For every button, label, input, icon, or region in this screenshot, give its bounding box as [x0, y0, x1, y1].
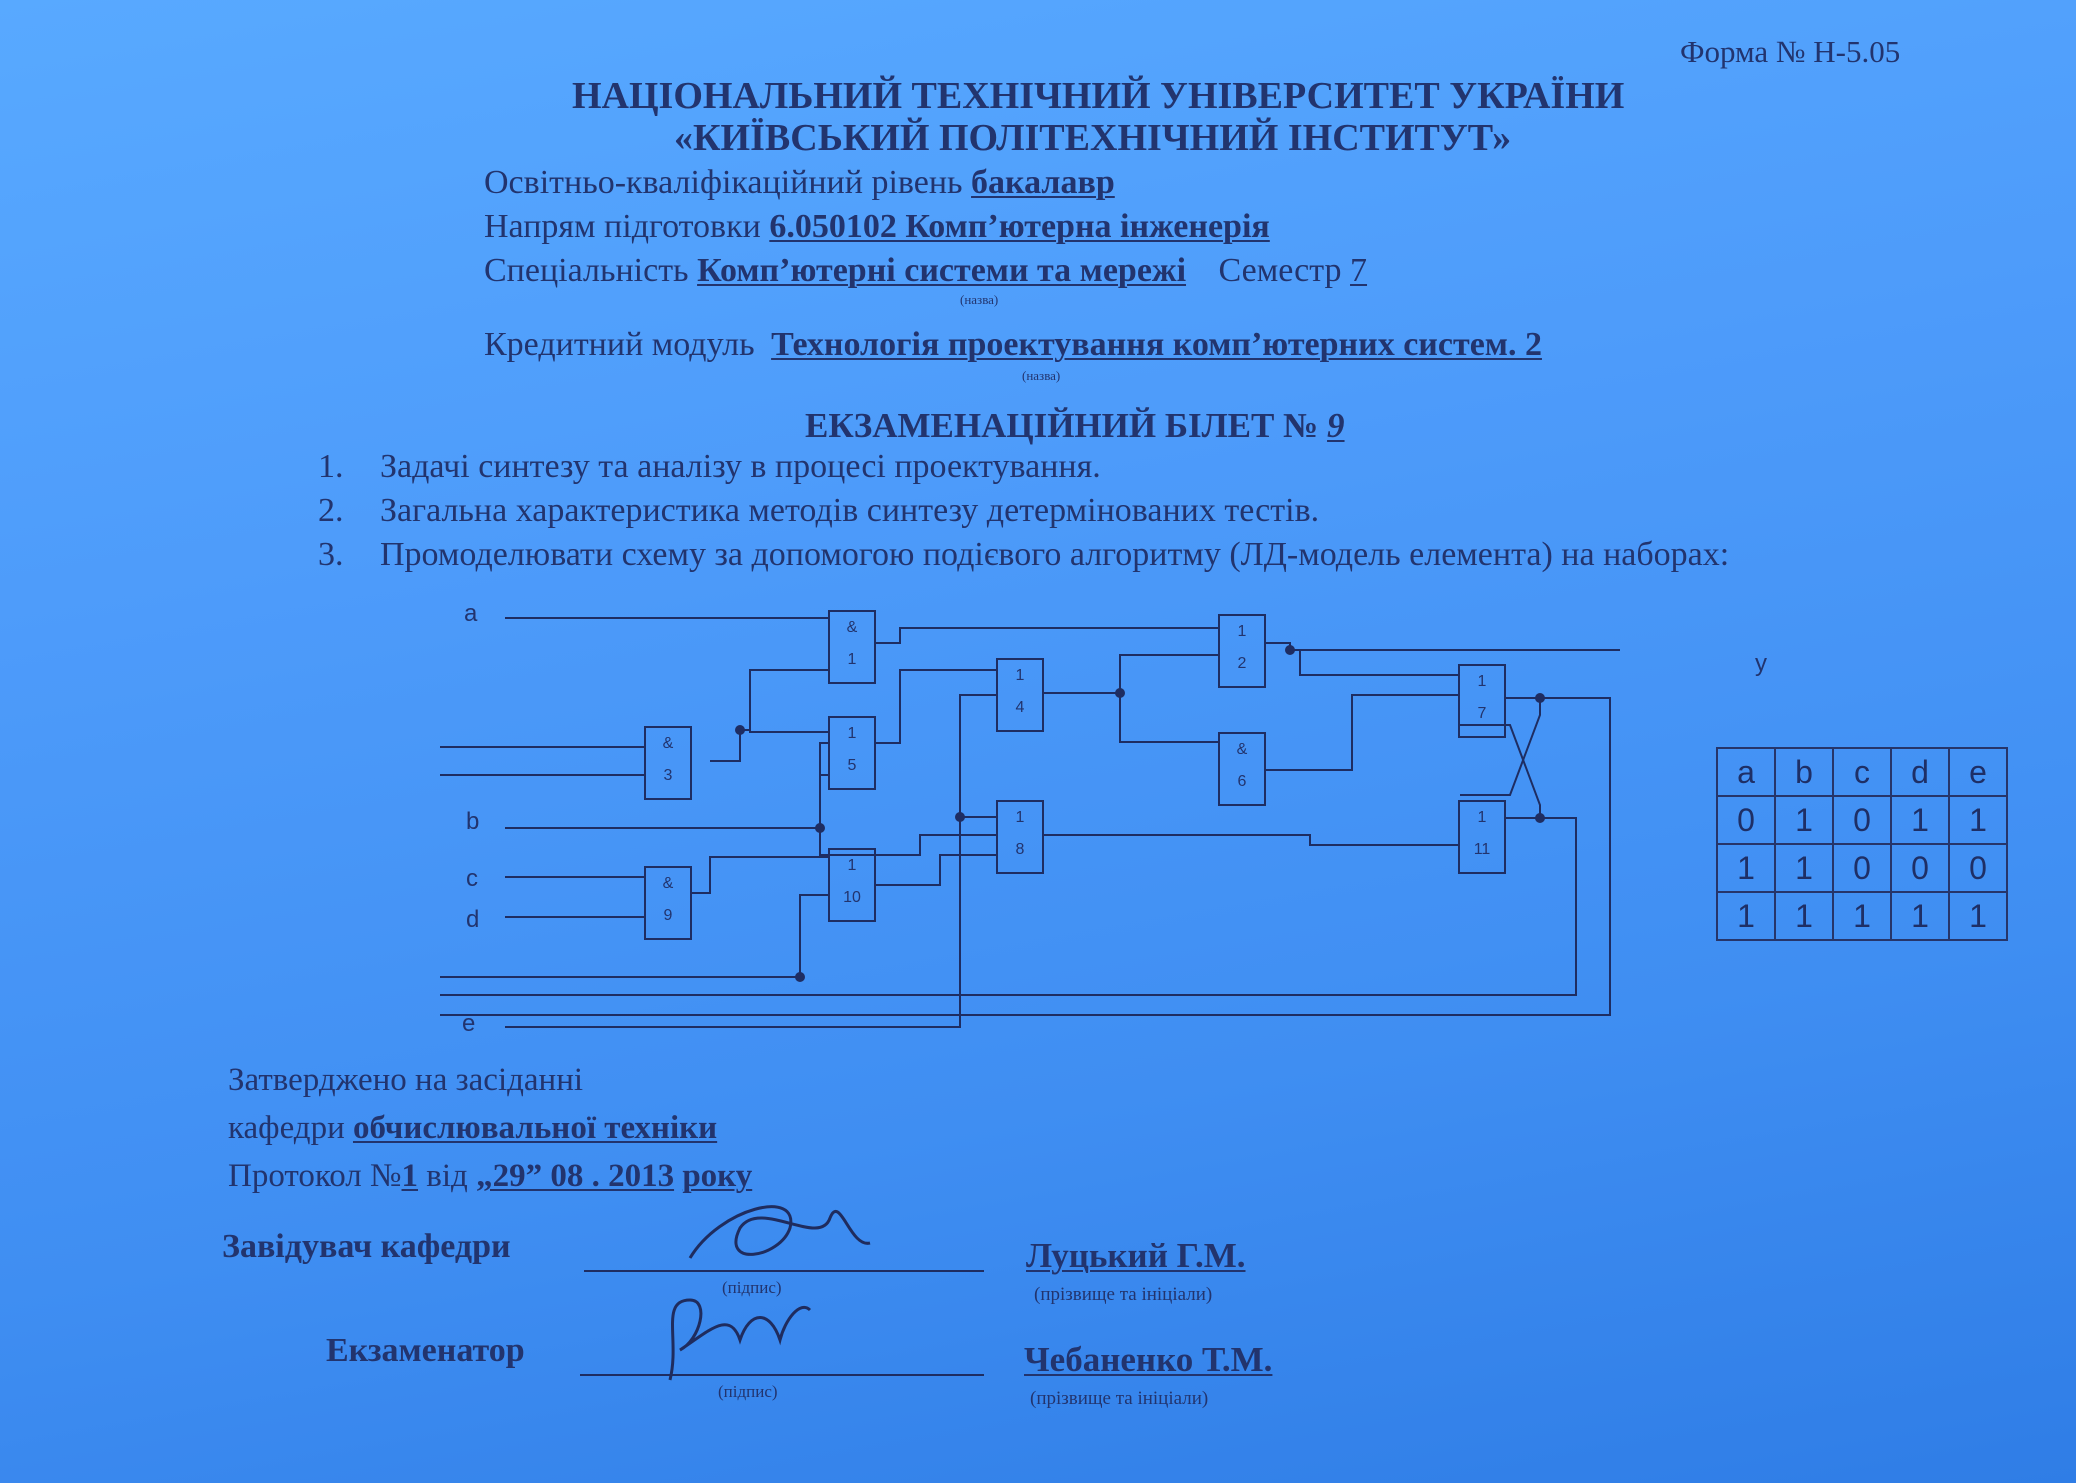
form-number: Форма № Н-5.05 [1680, 34, 1901, 69]
protocol-year: року [682, 1158, 753, 1194]
gate-4 [996, 658, 1044, 732]
input-vectors-table [1716, 747, 2008, 941]
gate-3 [644, 726, 692, 800]
table-row [1717, 892, 2007, 940]
gate-id: 1 [847, 651, 857, 668]
gate-7 [1458, 664, 1506, 738]
question-number: 1. [318, 448, 344, 485]
gate-id: 5 [847, 757, 857, 774]
gate-id: 10 [843, 889, 861, 906]
table-cell: 1 [1891, 892, 1949, 940]
question-3 [318, 536, 1729, 574]
level-row [484, 164, 1115, 202]
table-header-cell: d [1891, 748, 1949, 796]
table-cell: 1 [1949, 892, 2007, 940]
table-cell: 1 [1775, 892, 1833, 940]
table-row [1717, 796, 2007, 844]
table-cell: 1 [1775, 796, 1833, 844]
gate-op: 1 [1237, 623, 1247, 640]
approval-line-2 [228, 1110, 717, 1147]
gate-op: & [1236, 741, 1248, 758]
question-number: 3. [318, 536, 344, 573]
department-value: обчислювальної техніки [352, 1110, 718, 1146]
ticket-title [805, 406, 1345, 446]
level-value: бакалавр [971, 164, 1115, 201]
gate-op: & [662, 735, 674, 752]
question-text: Загальна характеристика методів синтезу детермінованих тестів. [380, 492, 1320, 529]
input-d-label: d [466, 906, 480, 933]
examiner-name-note: (прізвище та ініціали) [1030, 1388, 1209, 1409]
module-value: Технологія проектування комп’ютерних систем. 2 [771, 326, 1542, 363]
gate-id: 11 [1473, 841, 1491, 858]
table-header-cell: e [1949, 748, 2007, 796]
gate-id: 8 [1015, 841, 1025, 858]
university-line-2: «КИЇВСЬКИЙ ПОЛІТЕХНІЧНИЙ ІНСТИТУТ» [674, 117, 1512, 159]
gate-op: 1 [1015, 667, 1025, 684]
gate-id: 3 [663, 767, 673, 784]
input-b-label: b [466, 808, 480, 835]
university-line-1: НАЦІОНАЛЬНИЙ ТЕХНІЧНИЙ УНІВЕРСИТЕТ УКРАЇНИ [572, 75, 1625, 117]
semester-label: Семестр [1218, 252, 1342, 289]
table-cell: 0 [1717, 796, 1775, 844]
input-e-label: e [462, 1010, 476, 1037]
gate-id: 2 [1237, 655, 1247, 672]
head-name-note: (прізвище та ініціали) [1034, 1284, 1213, 1305]
examiner-sign-note: (підпис) [718, 1382, 778, 1401]
gate-10 [828, 848, 876, 922]
gate-9 [644, 866, 692, 940]
table-cell: 0 [1833, 844, 1891, 892]
specialty-label: Спеціальність [484, 252, 689, 289]
gate-op: 1 [1477, 673, 1487, 690]
gate-id: 4 [1015, 699, 1025, 716]
direction-label: Напрям підготовки [484, 208, 761, 245]
module-note: (назва) [1022, 368, 1061, 383]
approval-line-1: Затверджено на засіданні [228, 1062, 584, 1098]
input-c-label: c [466, 865, 478, 892]
protocol-line [228, 1158, 752, 1195]
gate-11 [1458, 800, 1506, 874]
protocol-date: „29” 08 . 2013 [476, 1158, 675, 1194]
module-label: Кредитний модуль [484, 326, 755, 363]
table-header-cell: c [1833, 748, 1891, 796]
gate-5 [828, 716, 876, 790]
question-number: 2. [318, 492, 344, 529]
gate-op: 1 [1477, 809, 1487, 826]
direction-row [484, 208, 1270, 246]
question-text: Промоделювати схему за допомогою подієвого алгоритму (ЛД-модель елемента) на наборах: [380, 536, 1730, 573]
gate-op: 1 [1015, 809, 1025, 826]
head-signature [680, 1188, 900, 1278]
table-header-cell: b [1775, 748, 1833, 796]
direction-value: 6.050102 Комп’ютерна інженерія [769, 208, 1270, 245]
module-row [484, 326, 1542, 364]
head-name: Луцький Г.М. [1026, 1236, 1246, 1275]
table-cell: 1 [1717, 844, 1775, 892]
gate-8 [996, 800, 1044, 874]
table-cell: 1 [1891, 796, 1949, 844]
table-header-row [1717, 748, 2007, 796]
protocol-number: 1 [401, 1158, 419, 1194]
protocol-from: від [426, 1158, 468, 1194]
examiner-name: Чебаненко Т.М. [1024, 1340, 1273, 1379]
gate-id: 7 [1477, 705, 1487, 722]
gate-op: 1 [847, 857, 857, 874]
gate-id: 9 [663, 907, 673, 924]
table-cell: 1 [1949, 796, 2007, 844]
gate-2 [1218, 614, 1266, 688]
head-label: Завідувач кафедри [222, 1228, 511, 1265]
output-y-label: y [1755, 650, 1767, 677]
table-header-cell: a [1717, 748, 1775, 796]
gate-op: & [662, 875, 674, 892]
question-1 [318, 448, 1101, 486]
examiner-signature [640, 1280, 820, 1390]
question-2 [318, 492, 1319, 530]
table-cell: 1 [1717, 892, 1775, 940]
ticket-number: 9 [1327, 406, 1345, 445]
table-cell: 1 [1775, 844, 1833, 892]
specialty-value: Комп’ютерні системи та мережі [697, 252, 1187, 289]
table-cell: 0 [1833, 796, 1891, 844]
protocol-label: Протокол № [228, 1158, 402, 1194]
gate-id: 6 [1237, 773, 1247, 790]
gate-6 [1218, 732, 1266, 806]
gate-op: & [846, 619, 858, 636]
ticket-title-text: ЕКЗАМЕНАЦІЙНИЙ БІЛЕТ № [805, 406, 1319, 445]
specialty-note: (назва) [960, 292, 999, 307]
level-label: Освітньо-кваліфікаційний рівень [484, 164, 963, 201]
examiner-label: Екзаменатор [326, 1332, 525, 1369]
head-sign-note: (підпис) [722, 1278, 782, 1297]
table-row [1717, 844, 2007, 892]
department-label: кафедри [228, 1110, 345, 1146]
question-text: Задачі синтезу та аналізу в процесі проектування. [380, 448, 1101, 485]
gate-1 [828, 610, 876, 684]
semester-value: 7 [1350, 252, 1368, 289]
table-cell: 0 [1891, 844, 1949, 892]
specialty-row [484, 252, 1367, 290]
table-cell: 1 [1833, 892, 1891, 940]
gate-op: 1 [847, 725, 857, 742]
input-a-label: a [464, 600, 478, 627]
table-cell: 0 [1949, 844, 2007, 892]
